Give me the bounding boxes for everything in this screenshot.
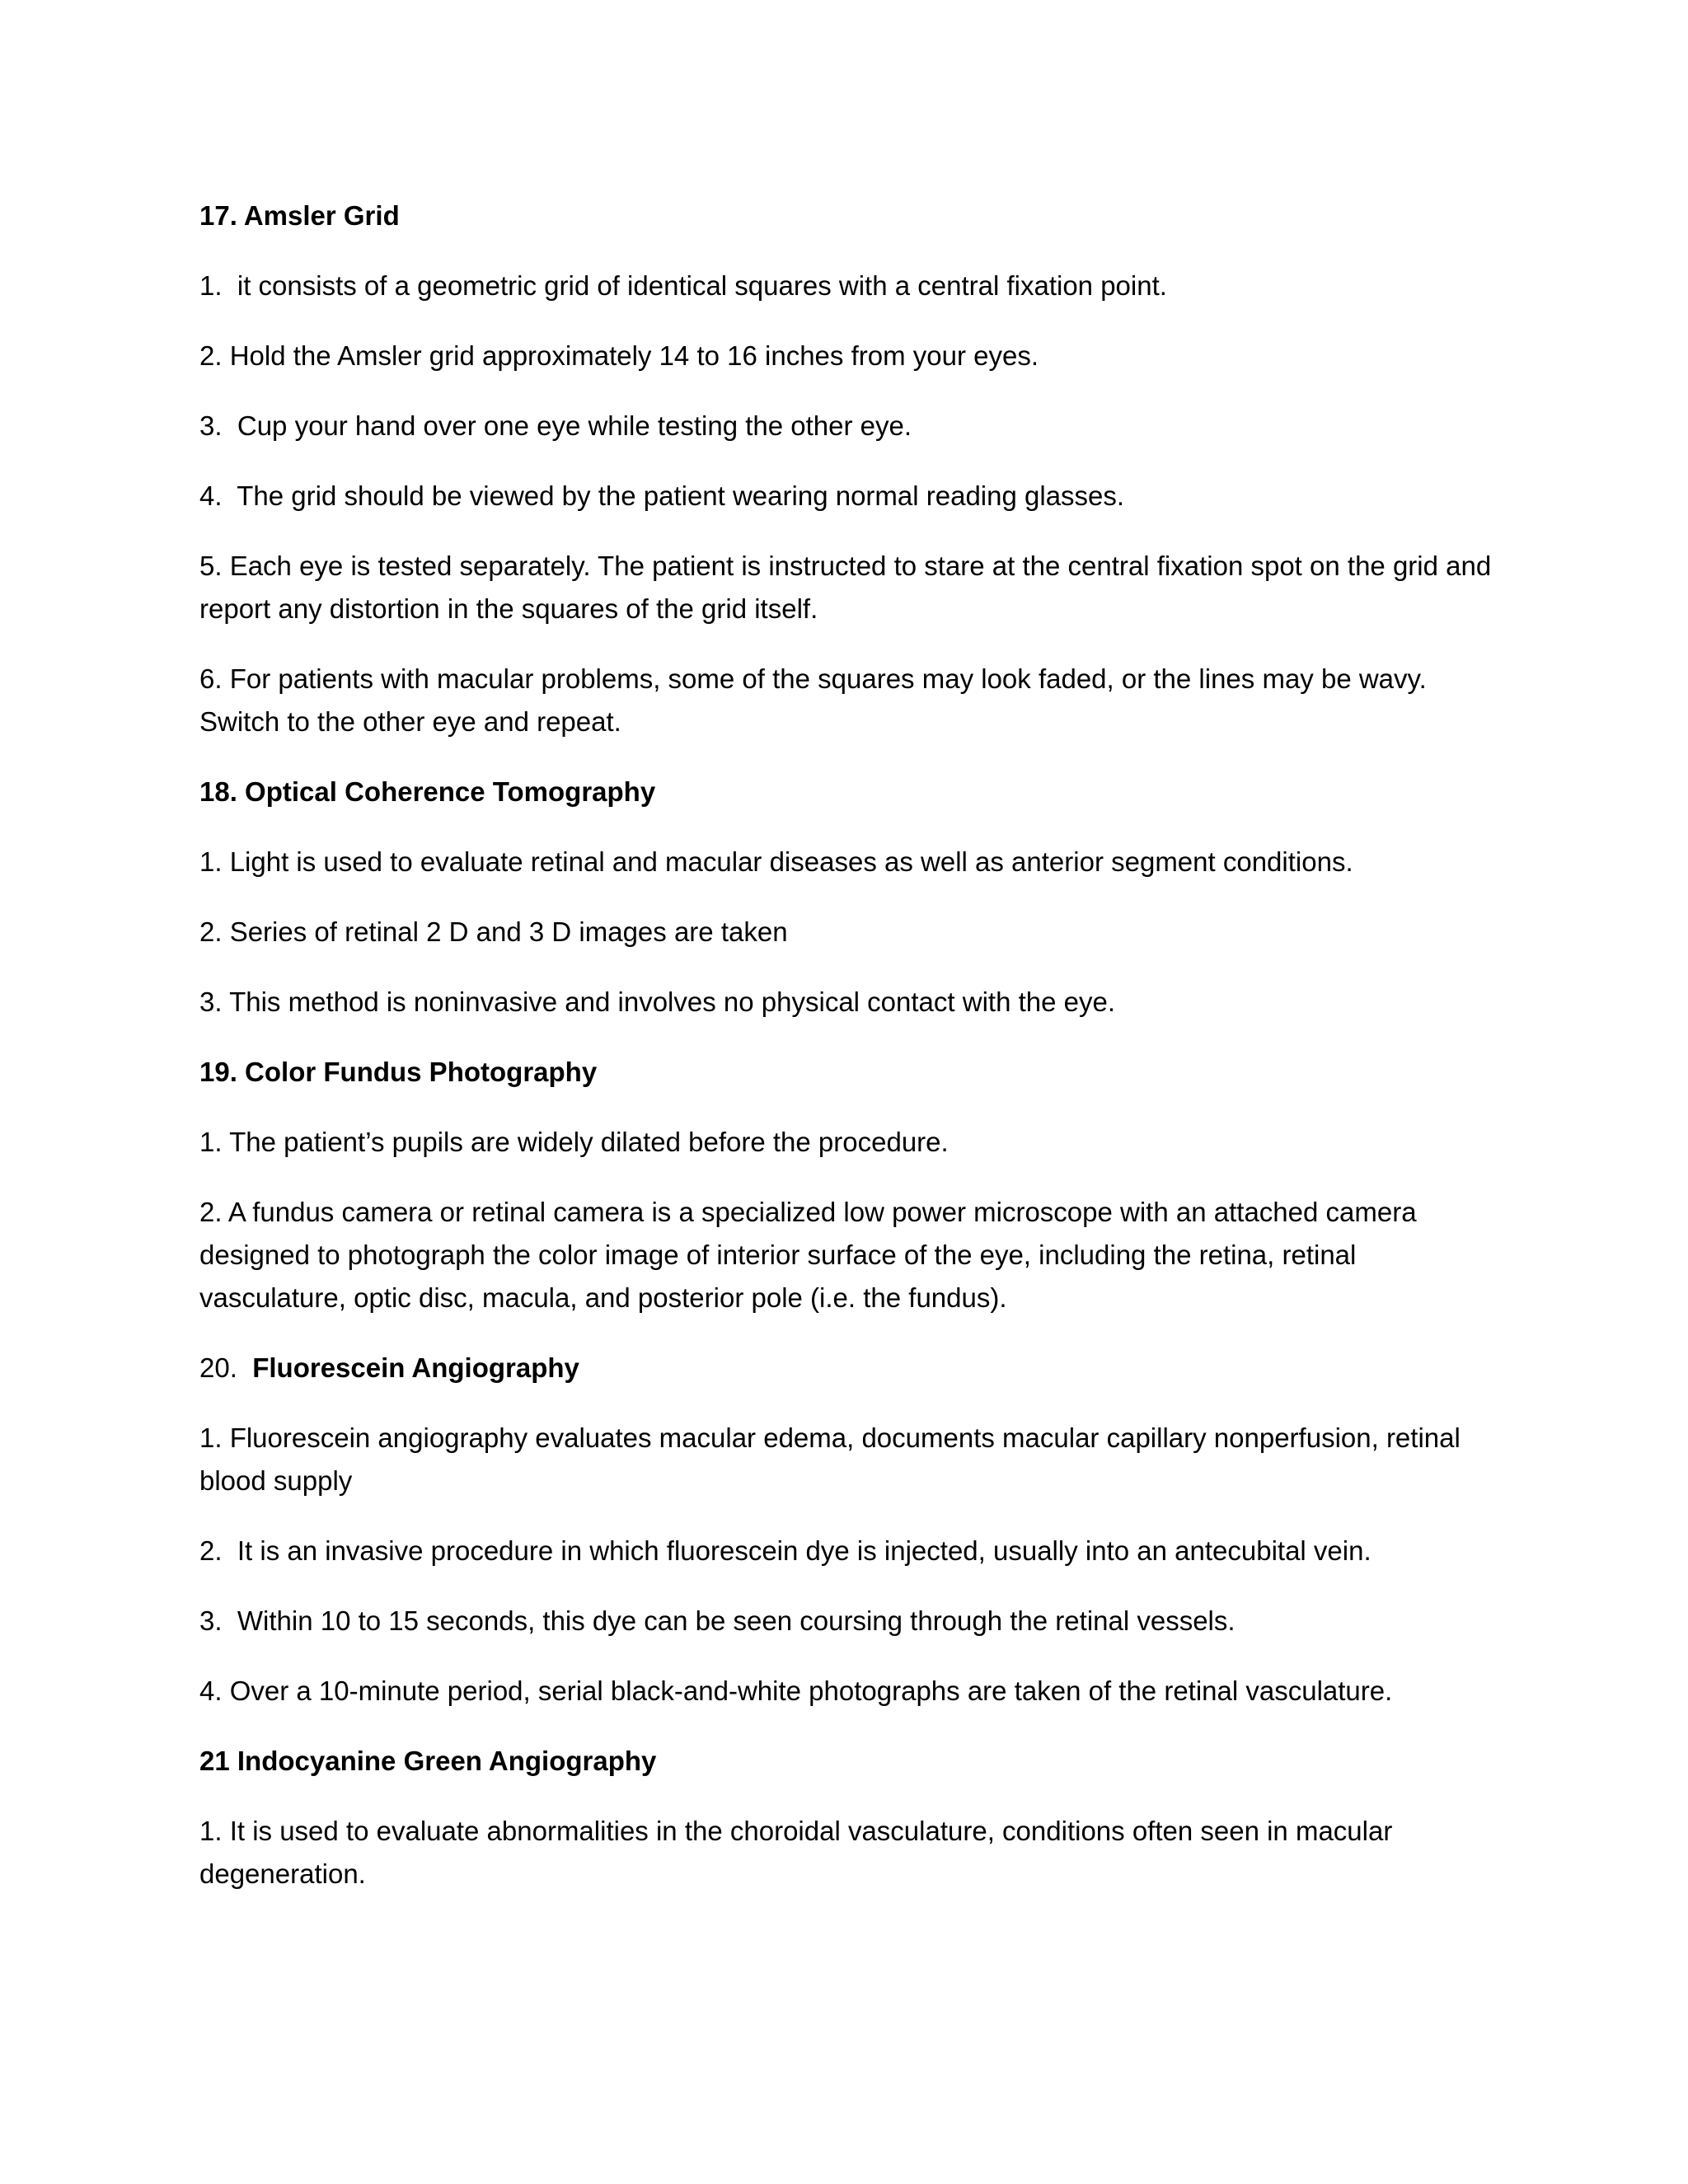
section-heading <box>199 1051 1502 1094</box>
section-title: Amsler Grid <box>243 200 400 231</box>
list-item: 2. A fundus camera or retinal camera is a specialized low power microscope with an attached camera designed to photograph the color image of interior surface of the eye, including the retina, retinal vasculature, optic disc, macula, and posterior pole (i.e. the fundus). <box>199 1197 1424 1313</box>
list-item: 3. Within 10 to 15 seconds, this dye can be seen coursing through the retinal vessels. <box>199 1605 1236 1636</box>
section-fluorescein-angiography <box>199 1347 1502 1713</box>
list-item: 1. it consists of a geometric grid of identical squares with a central fixation point. <box>199 270 1167 301</box>
section-number: 21 <box>199 1746 237 1776</box>
section-title: Fluorescein Angiography <box>252 1352 579 1383</box>
section-amsler-grid <box>199 194 1502 743</box>
section-number: 20. <box>199 1352 253 1383</box>
section-title: Indocyanine Green Angiography <box>237 1746 657 1776</box>
document-content <box>199 194 1502 1923</box>
section-number: 17. <box>199 200 244 231</box>
list-item: 1. Light is used to evaluate retinal and macular diseases as well as anterior segment conditions. <box>199 846 1353 877</box>
section-heading <box>199 1347 1502 1390</box>
list-item: 6. For patients with macular problems, some of the squares may look faded, or the lines may be wavy. Switch to the other eye and repeat. <box>199 663 1434 737</box>
section-heading <box>199 1740 1502 1783</box>
section-color-fundus-photography <box>199 1051 1502 1319</box>
list-item: 2. Hold the Amsler grid approximately 14 to 16 inches from your eyes. <box>199 340 1039 371</box>
section-number: 19. <box>199 1057 246 1087</box>
section-number: 18. <box>199 776 246 807</box>
list-item: 5. Each eye is tested separately. The patient is instructed to stare at the central fixation spot on the grid and report any distortion in the squares of the grid itself. <box>199 551 1499 624</box>
list-item: 2. It is an invasive procedure in which fluorescein dye is injected, usually into an antecubital vein. <box>199 1535 1372 1566</box>
list-item: 3. Cup your hand over one eye while testing the other eye. <box>199 410 912 441</box>
list-item: 1. The patient’s pupils are widely dilated before the procedure. <box>199 1127 949 1157</box>
list-item: 4. The grid should be viewed by the patient wearing normal reading glasses. <box>199 480 1125 511</box>
list-item: 3. This method is noninvasive and involves no physical contact with the eye. <box>199 987 1116 1017</box>
section-heading <box>199 771 1502 813</box>
section-title: Color Fundus Photography <box>245 1057 598 1087</box>
list-item: 1. Fluorescein angiography evaluates macular edema, documents macular capillary nonperfusion, retinal blood supply <box>199 1422 1468 1496</box>
list-item: 1. It is used to evaluate abnormalities in the choroidal vasculature, conditions often seen in macular degeneration. <box>199 1816 1400 1889</box>
list-item: 4. Over a 10-minute period, serial black-and-white photographs are taken of the retinal vasculature. <box>199 1675 1393 1706</box>
section-heading <box>199 194 1502 237</box>
list-item: 2. Series of retinal 2 D and 3 D images are taken <box>199 916 788 947</box>
section-indocyanine-green-angiography <box>199 1740 1502 1896</box>
section-title: Optical Coherence Tomography <box>245 776 656 807</box>
section-optical-coherence-tomography <box>199 771 1502 1024</box>
